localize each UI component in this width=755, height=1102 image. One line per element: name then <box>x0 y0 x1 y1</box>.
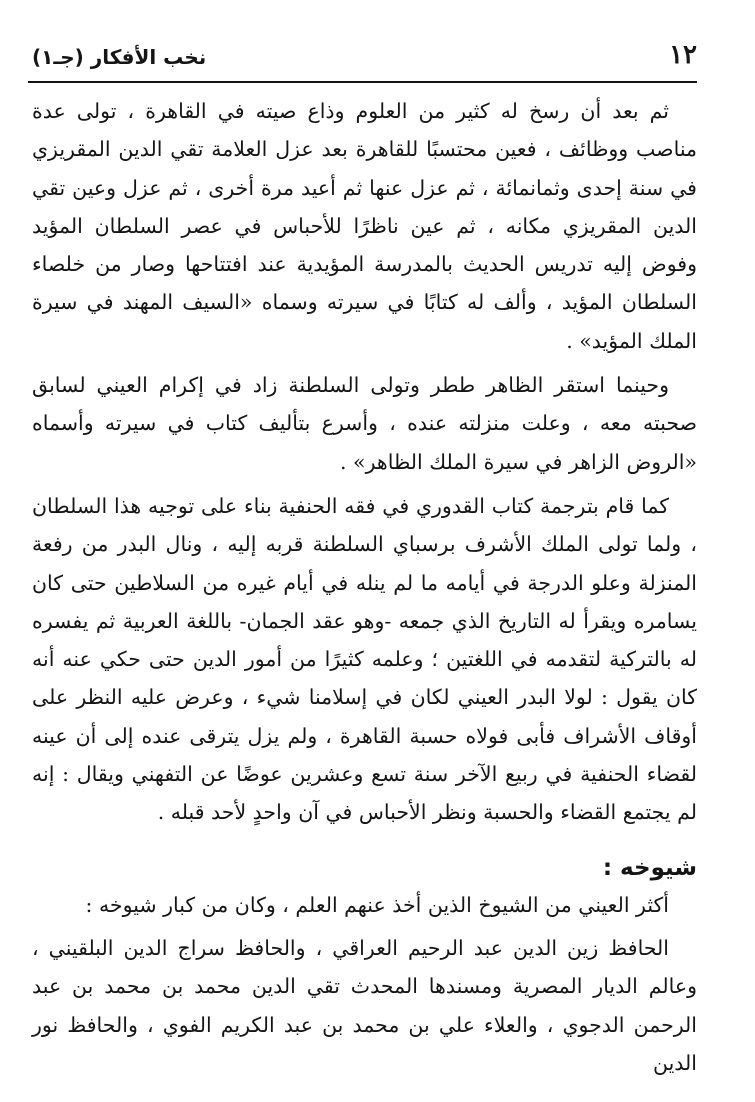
paragraph-career: ثم بعد أن رسخ له كثير من العلوم وذاع صيته في القاهرة ، تولى عدة مناصب ووظائف ، فعين محتسبًا للقاهرة بعد عزل العلامة تقي الدين المقريزي في سنة إحدى وثمانمائة ، ثم عزل عنها ثم أعيد مرة أخرى ، ثم عزل وعين تقي الدين المقريزي مكانه ، ثم عين ناظرًا للأحباس في عصر السلطان المؤيد وفوض إليه تدريس الحديث بالمدرسة المؤيدية عند افتتاحها وصار من خلصاء السلطان المؤيد ، وألف له كتابًا في سيرته وسماه «السيف المهند في سيرة الملك المؤيد» . <box>32 99 697 353</box>
paragraph-zahir-tatar: وحينما استقر الظاهر ططر وتولى السلطنة زاد في إكرام العيني لسابق صحبته معه ، وعلت منزلته عنده ، وأسرع بتأليف كتاب في سيرته وأسماه «الروض الزاهر في سيرة الملك الظاهر» . <box>32 373 697 474</box>
page-number: ١٢ <box>669 40 697 70</box>
paragraph-teachers-intro: أكثر العيني من الشيوخ الذين أخذ عنهم العلم ، وكان من كبار شيوخه : <box>85 892 669 917</box>
page-header <box>30 38 697 78</box>
section-heading-teachers: شيوخه : <box>602 854 697 881</box>
header-divider <box>28 81 697 83</box>
paragraph-teachers-list: الحافظ زين الدين عبد الرحيم العراقي ، والحافظ سراج الدين البلقيني ، وعالم الديار المصرية ومسندها المحدث تقي الدين محمد بن محمد بن عبد الرحمن الدجوي ، والعلاء علي بن محمد بن عبد الكريم الفوي ، والحافظ نور الدين <box>32 935 697 1075</box>
paragraph-qudduri-barsbay: كما قام بترجمة كتاب القدوري في فقه الحنفية بناء على توجيه هذا السلطان ، ولما تولى الملك الأشرف برسباي السلطنة قربه إليه ، ونال البدر من رفعة المنزلة وعلو الدرجة في أيامه ما لم ينله في أيام غيره من السلاطين حتى كان يسامره ويقرأ له التاريخ الذي جمعه -وهو عقد الجمان- باللغة العربية ثم يفسره له بالتركية لتقدمه في اللغتين ؛ وعلمه كثيرًا من أمور الدين حتى حكي عنه أنه كان يقول : لولا البدر العيني لكان في إسلامنا شيء ، وعرض عليه النظر على أوقاف الأشراف فأبى فولاه حسبة القاهرة ، ولم يزل يترقى عنده إلى أن عينه لقضاء الحنفية في ربيع الآخر سنة تسع وعشرين عوضًا عن التفهني ويقال : إنه لم يجتمع القضاء والحسبة ونظر الأحباس في آن واحدٍ لأحد قبله . <box>32 493 697 825</box>
page-body <box>32 92 697 1082</box>
running-title: نخب الأفكار (جـ١) <box>32 45 207 69</box>
